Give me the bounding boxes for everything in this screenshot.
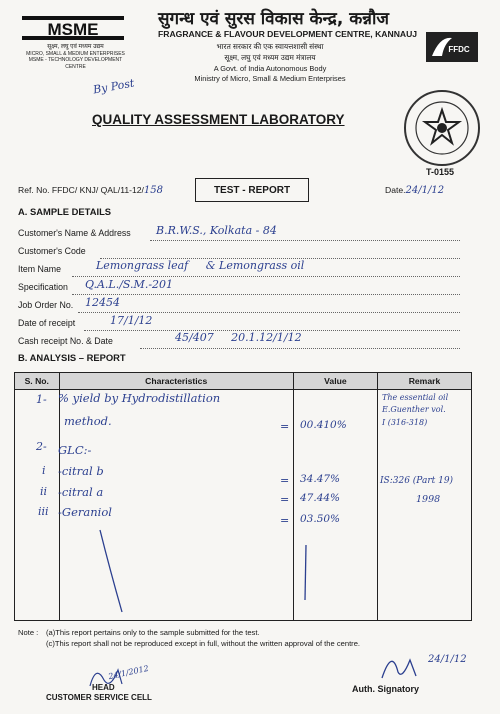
date-label: Date. — [385, 185, 406, 195]
note-c: (c)This report shall not be reproduced except in full, without the written approval of the centre. — [46, 639, 361, 648]
row4-sno: ii — [40, 485, 48, 498]
row2-char: GLC:- — [58, 443, 92, 457]
msme-line2: MSME - TECHNOLOGY DEVELOPMENT CENTRE — [28, 57, 123, 70]
row1-eq: = — [280, 420, 290, 433]
row3-char: -citral b — [58, 464, 104, 478]
head-sub-label: CUSTOMER SERVICE CELL — [46, 693, 152, 702]
row5-value: 03.50% — [300, 513, 341, 525]
row5-eq: = — [280, 514, 290, 527]
row3-sno: i — [42, 464, 46, 477]
section-analysis-report: B. ANALYSIS – REPORT — [18, 352, 126, 363]
row3-remark2: 1998 — [416, 494, 441, 505]
note-a: (a)This report pertains only to the sample submitted for the test. — [46, 628, 260, 637]
field-value-receipt: 17/1/12 — [110, 314, 153, 327]
eng-sub1: A Govt. of India Autonomous Body — [213, 64, 327, 73]
row5-sno: iii — [38, 505, 49, 518]
field-label: Date of receipt — [18, 318, 76, 328]
field-value-spec: Q.A.L./S.M.-201 — [85, 278, 174, 291]
msme-hindi: सूक्ष्म, लघु एवं मध्यम उद्यम — [47, 44, 104, 50]
report-title: TEST - REPORT — [195, 178, 309, 202]
row3-remark1: IS:326 (Part 19) — [380, 476, 454, 486]
row1-char2: method. — [64, 414, 112, 428]
lab-title: QUALITY ASSESSMENT LABORATORY — [92, 112, 345, 127]
col-remark: Remark — [377, 373, 471, 390]
col-value: Value — [293, 373, 377, 390]
field-label: Specification — [18, 282, 68, 292]
col-characteristics: Characteristics — [59, 373, 293, 390]
row1-value: 00.410% — [300, 419, 347, 431]
field-value-customer: B.R.W.S., Kolkata - 84 — [156, 224, 277, 237]
cert-code: T-0155 — [426, 167, 455, 177]
auth-signatory-label: Auth. Signatory — [352, 684, 419, 694]
row4-eq: = — [280, 493, 290, 506]
notes — [18, 628, 360, 648]
row4-char: -citral a — [58, 485, 104, 499]
row1-remark3: I (316-318) — [382, 418, 428, 427]
hindi-sub2: सूक्ष्म, लघु एवं मध्यम उद्यम मंत्रालय — [224, 53, 316, 62]
col-sno: S. No. — [15, 373, 60, 390]
field-label: Customer's Code — [18, 246, 86, 256]
auth-sign-date: 24/1/12 — [428, 654, 467, 665]
hindi-title: सुगन्ध एवं सुरस विकास केन्द्र, कन्नौज — [158, 9, 389, 29]
row5-char: -Geraniol — [58, 505, 112, 519]
field-value-job: 12454 — [85, 296, 120, 309]
eng-sub2: Ministry of Micro, Small & Medium Enterprises — [194, 74, 346, 83]
field-label: Job Order No. — [18, 300, 74, 310]
row1-remark1: The essential oil — [382, 393, 449, 402]
row2-sno: 2- — [36, 440, 47, 453]
field-label: Cash receipt No. & Date — [18, 336, 113, 346]
note-label: Note : — [18, 628, 39, 637]
head-label: HEAD — [92, 683, 115, 692]
row1-char: % yield by Hydrodistillation — [58, 391, 221, 405]
row4-value: 47.44% — [300, 492, 341, 504]
row3-value: 34.47% — [300, 473, 341, 485]
msme-logo-text: MSME — [47, 20, 99, 39]
row3-eq: = — [280, 474, 290, 487]
field-value-cash: 45/407 20.1.12/1/12 — [175, 331, 302, 344]
hindi-sub1: भारत सरकार की एक स्वायत्तशासी संस्था — [216, 42, 324, 51]
row1-remark2: E.Guenther vol. — [382, 405, 446, 414]
head-sign-date: 24/1/2012 — [107, 663, 150, 682]
ffdc-text: FFDC — [448, 45, 470, 54]
field-value-item: Lemongrass leaf & Lemongrass oil — [96, 259, 305, 272]
field-label: Customer's Name & Address — [18, 228, 131, 238]
english-title: FRAGRANCE & FLAVOUR DEVELOPMENT CENTRE, KANNAUJ — [158, 29, 418, 39]
ref-label: Ref. No. FFDC/ KNJ/ QAL/11-12/ — [18, 185, 144, 195]
row1-sno: 1- — [36, 393, 47, 406]
date-value: 24/1/12 — [405, 185, 445, 196]
section-sample-details: A. SAMPLE DETAILS — [18, 206, 112, 217]
field-label: Item Name — [18, 264, 62, 274]
ref-value: 158 — [143, 185, 164, 196]
handwritten-by-post: By Post — [92, 76, 136, 97]
msme-line1: MICRO, SMALL & MEDIUM ENTERPRISES — [26, 50, 125, 57]
